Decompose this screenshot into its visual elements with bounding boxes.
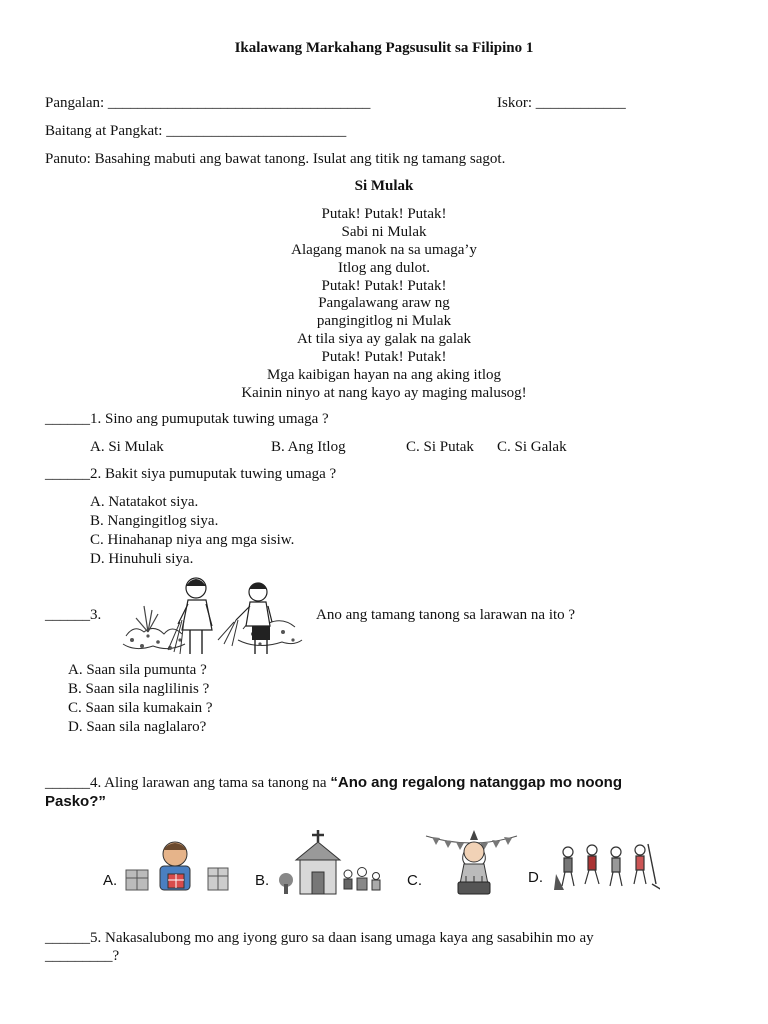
- poem-line: Putak! Putak! Putak!: [321, 349, 447, 366]
- poem-line: Kainin ninyo at nang kayo ay maging malusog!: [241, 384, 527, 401]
- poem-body: [0, 206, 768, 403]
- page-title: Ikalawang Markahang Pagsusulit sa Filipino 1: [234, 40, 534, 56]
- poem-title: Si Mulak: [354, 178, 414, 194]
- boy-with-gifts-illustration: [120, 840, 235, 896]
- question-1: ______1. Sino ang pumuputak tuwing umaga ?: [45, 411, 329, 427]
- poem-line: Itlog ang dulot.: [337, 259, 431, 276]
- poem-line: pangingitlog ni Mulak: [316, 313, 452, 330]
- kids-cleaning-illustration: [552, 840, 660, 896]
- poem-line: At tila siya ay galak na galak: [296, 331, 472, 348]
- poem-line: Alagang manok na sa umaga’y: [291, 241, 477, 258]
- instructions: Panuto: Basahing mabuti ang bawat tanong. Isulat ang titik ng tamang sagot.: [45, 151, 506, 167]
- church-family-illustration: [278, 826, 386, 898]
- q4-label-b: B.: [255, 872, 270, 889]
- q3-option-c: C. Saan sila kumakain ?: [68, 700, 213, 716]
- poem-line: Pangalawang araw ng: [318, 295, 450, 312]
- poem-line: Putak! Putak! Putak!: [321, 206, 447, 222]
- question-5-blank: _________?: [45, 948, 120, 964]
- q4-label-d: D.: [528, 869, 543, 886]
- q2-option-a: A. Natatakot siya.: [90, 494, 199, 510]
- q3-option-d: D. Saan sila naglalaro?: [68, 719, 207, 735]
- name-field-label: Pangalan: ___________________________________: [45, 95, 371, 111]
- grade-section-label: Baitang at Pangkat: ________________________: [45, 123, 347, 139]
- question-5: ______5. Nakasalubong mo ang iyong guro sa daan isang umaga kaya ang sasabihin mo ay: [45, 930, 594, 946]
- q1-option-b: B. Ang Itlog: [271, 439, 346, 455]
- question-3: Ano ang tamang tanong sa larawan na ito ?: [316, 607, 576, 623]
- q3-option-b: B. Saan sila naglilinis ?: [68, 681, 210, 697]
- score-field-label: Iskor: ____________: [497, 95, 626, 111]
- q3-option-a: A. Saan sila pumunta ?: [68, 662, 207, 678]
- question-3-number: ______3.: [45, 607, 102, 623]
- children-sweeping-illustration: [118, 574, 308, 666]
- q1-option-c: C. Si Putak: [406, 439, 474, 455]
- question-4-quote: “Ano ang regalong natanggap mo noong: [330, 774, 623, 791]
- poem-line: Sabi ni Mulak: [341, 223, 427, 240]
- q4-label-c: C.: [407, 872, 422, 889]
- poem-line: Putak! Putak! Putak!: [321, 277, 447, 294]
- poem-line: Mga kaibigan hayan na ang aking itlog: [266, 367, 502, 384]
- q1-option-c2: C. Si Galak: [497, 439, 567, 455]
- q4-label-a: A.: [103, 872, 118, 889]
- birthday-girl-illustration: [424, 830, 519, 898]
- question-2: ______2. Bakit siya pumuputak tuwing umaga ?: [45, 466, 337, 482]
- question-4-quote-cont: Pasko?”: [45, 793, 106, 810]
- q2-option-d: D. Hinuhuli siya.: [90, 551, 194, 567]
- q2-options: [90, 494, 294, 570]
- question-4-text: ______4. Aling larawan ang tama sa tanong na: [45, 775, 331, 791]
- q1-option-a: A. Si Mulak: [90, 439, 164, 455]
- q2-option-c: C. Hinahanap niya ang mga sisiw.: [90, 532, 295, 548]
- q2-option-b: B. Nangingitlog siya.: [90, 513, 219, 529]
- q3-options: [68, 662, 213, 738]
- question-4: [45, 774, 622, 792]
